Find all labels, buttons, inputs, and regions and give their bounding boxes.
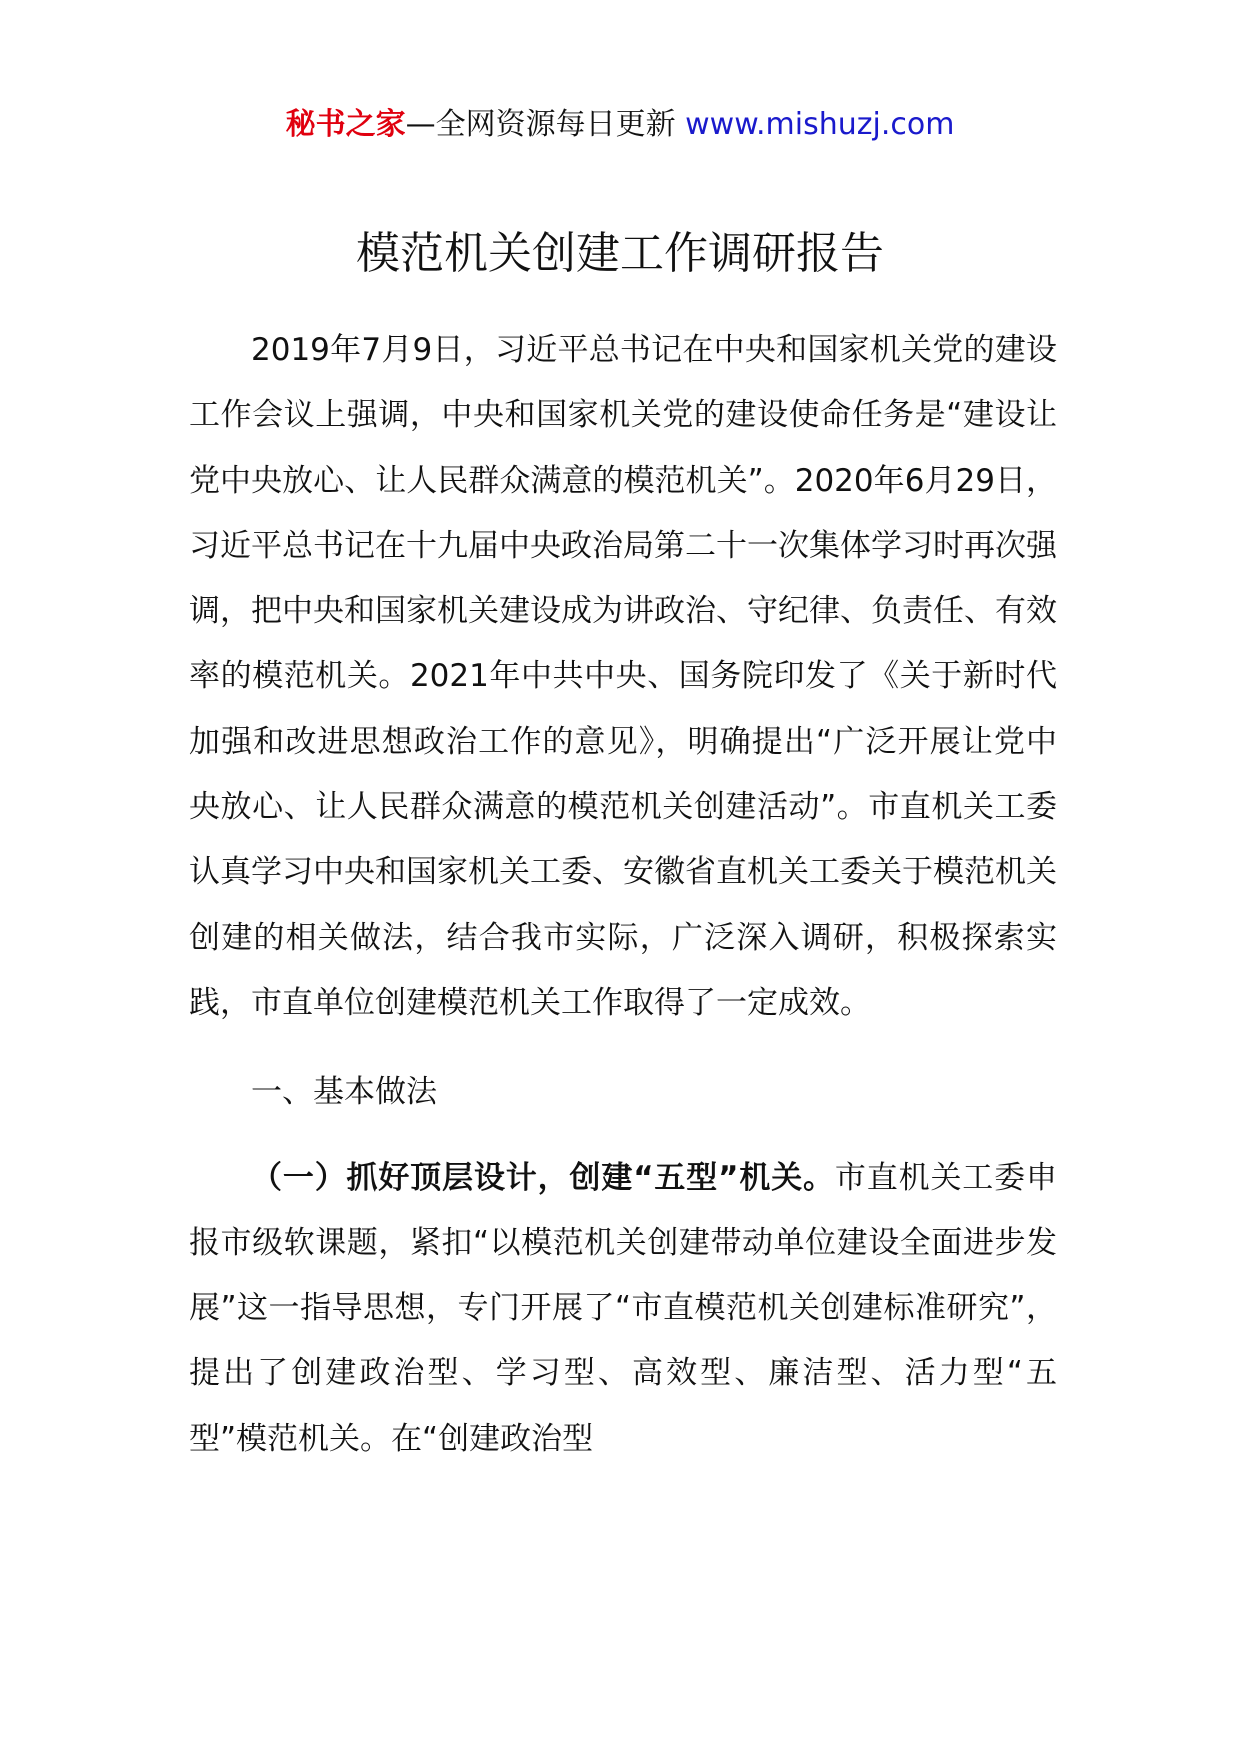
site-header bbox=[0, 100, 1240, 150]
intro-paragraph: 2019年7月9日，习近平总书记在中央和国家机关党的建设工作会议上强调，中央和国家机关党的建设使命任务是“建设让党中央放心、让人民群众满意的模范机关”。2020年6月29日，习近平总书记在十九届中央政治局第二十一次集体学习时再次强调，把中央和国家机关建设成为讲政治、守纪律、负责任、有效率的模范机关。2021年中共中央、国务院印发了《关于新时代加强和改进思想政治工作的意见》，明确提出“广泛开展让党中央放心、让人民群众满意的模范机关创建活动”。市直机关工委认真学习中央和国家机关工委、安徽省直机关工委关于模范机关创建的相关做法，结合我市实际，广泛深入调研，积极探索实践，市直单位创建模范机关工作取得了一定成效。 bbox=[189, 332, 1057, 1021]
site-slogan: —全网资源每日更新 bbox=[405, 107, 686, 142]
subsection-lead-1: （一）抓好顶层设计，创建“五型”机关。 bbox=[251, 1159, 835, 1196]
subsection-paragraph-1 bbox=[189, 1146, 1057, 1472]
site-url-link[interactable]: www.mishuzj.com bbox=[685, 107, 955, 142]
document-body bbox=[189, 318, 1057, 1472]
document-title: 模范机关创建工作调研报告 bbox=[356, 228, 884, 279]
subsection-text-1: 市直机关工委申报市级软课题，紧扣“以模范机关创建带动单位建设全面进步发展”这一指导思想，专门开展了“市直模范机关创建标准研究”，提出了创建政治型、学习型、高效型、廉洁型、活力型“五型”模范机关。在“创建政治型 bbox=[189, 1159, 1058, 1457]
site-brand-name: 秘书之家 bbox=[285, 107, 406, 142]
section-heading-basic-practices: 一、基本做法 bbox=[251, 1074, 437, 1111]
